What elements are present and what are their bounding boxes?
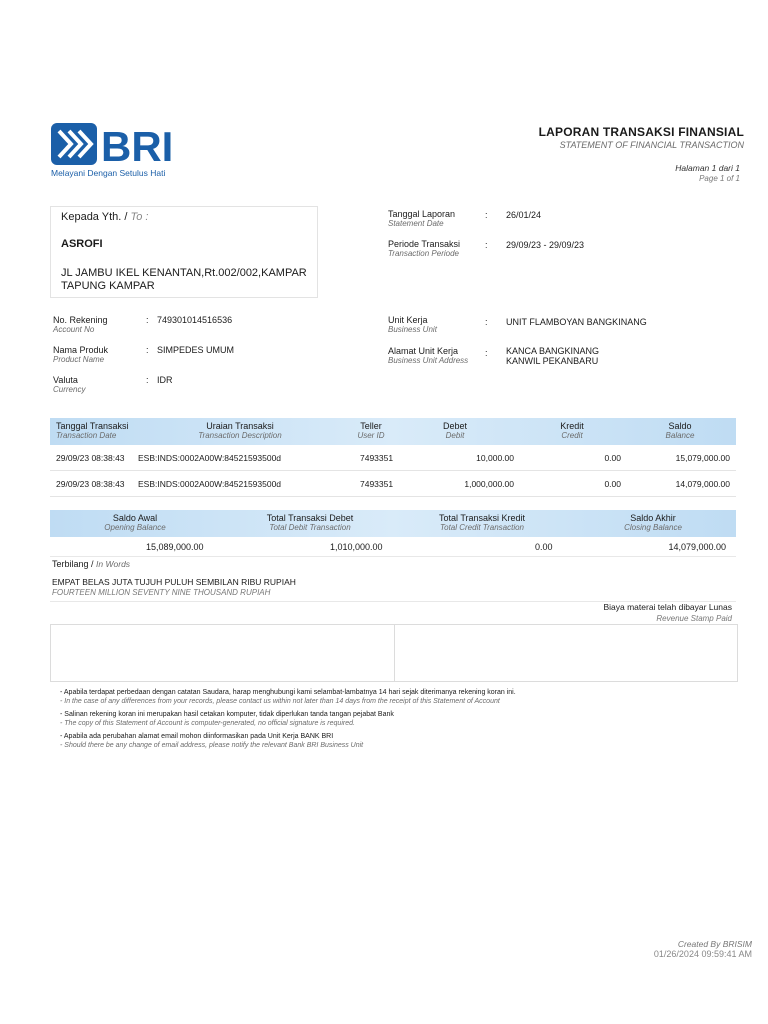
summary-opening-value: 15,089,000.00 [146,542,204,552]
recipient-salutation [61,211,148,223]
footnote [60,688,740,706]
currency-label [53,375,85,395]
summary-header-closing [608,513,698,533]
col-header-balance [655,421,705,441]
statement-date-label [388,209,455,229]
currency-label-en: Currency [53,385,86,394]
summary-total-debit-value: 1,010,000.00 [330,542,383,552]
cell-credit: 0.00 [604,479,621,489]
summary-header-total-credit-id: Total Transaksi Kredit [438,513,526,523]
product-label-id: Nama Produk [53,345,109,355]
business-unit-address-label [388,346,468,366]
account-number-label-en: Account No [53,325,95,334]
col-header-balance-en: Balance [665,431,695,440]
product-label [53,345,108,365]
account-number-label-id: No. Rekening [53,315,108,325]
footnote-text-id: - Apabila terdapat perbedaan dengan catatan Saudara, harap menghubungi kami selambat-lambatnya 14 hari sejak diterimanya rekening koran ini. [60,689,516,696]
created-by: Created By BRISIM [677,939,752,949]
col-header-debit [430,421,480,441]
col-header-teller [346,421,396,441]
summary-table [50,510,736,557]
colon: : [485,348,488,358]
col-header-debit-id: Debet [442,421,468,431]
currency-label-id: Valuta [53,375,78,385]
statement-date-label-id: Tanggal Laporan [388,209,456,219]
business-unit-value: UNIT FLAMBOYAN BANGKINANG [506,317,647,327]
cell-date: 29/09/23 08:38:43 [56,453,125,463]
colon: : [146,345,149,355]
period-label-en: Transaction Periode [388,249,459,258]
cell-description: ESB:INDS:0002A00W:84521593500d [138,479,282,489]
footnote-text-en: - The copy of this Statement of Account is computer-generated, no official signature is required. [60,720,355,727]
in-words-label [52,559,130,569]
col-header-description-id: Uraian Transaksi [206,421,274,431]
summary-header-total-debit-en: Total Debit Transaction [269,523,351,532]
col-header-balance-id: Saldo [668,421,692,431]
col-header-description-en: Transaction Description [198,431,282,440]
summary-header-opening-en: Opening Balance [104,523,166,532]
transaction-table-header [50,418,736,445]
business-unit-address-label-id: Alamat Unit Kerja [388,346,459,356]
salutation-id: Kepada Yth. / [61,211,128,223]
summary-header-closing-en: Closing Balance [624,523,682,532]
summary-header-total-credit [422,513,542,533]
created-timestamp: 01/26/2024 09:59:41 AM [653,949,752,959]
recipient-box [50,206,318,298]
business-unit-label [388,315,437,335]
cell-description: ESB:INDS:0002A00W:84521593500d [138,453,282,463]
business-unit-address-line1: KANCA BANGKINANG [506,346,600,356]
recipient-name: ASROFI [61,238,103,250]
account-number-value: 749301014516536 [157,315,233,325]
footnote [60,732,740,750]
colon: : [146,315,149,325]
currency-value: IDR [157,375,173,385]
stamp-note: Biaya materai telah dibayar Lunas [603,602,732,612]
business-unit-address-line2: KANWIL PEKANBARU [506,356,599,366]
business-unit-label-id: Unit Kerja [388,315,428,325]
summary-header-opening [90,513,180,533]
table-row [50,471,736,497]
colon: : [146,375,149,385]
summary-total-credit-value: 0.00 [535,542,553,552]
business-unit-address-label-en: Business Unit Address [388,356,469,365]
summary-header-total-credit-en: Total Credit Transaction [439,523,525,532]
cell-teller: 7493351 [360,453,394,463]
footnote-text-id: - Apabila ada perubahan alamat email mohon diinformasikan pada Unit Kerja BANK BRI [60,733,334,740]
summary-closing-value: 14,079,000.00 [668,542,726,552]
col-header-date-id: Tanggal Transaksi [56,421,129,431]
cell-balance: 14,079,000.00 [675,479,730,489]
transaction-table [50,418,736,497]
page-number: Halaman 1 dari 1 [675,163,740,173]
summary-table-header [50,510,736,537]
col-header-debit-en: Debit [445,431,465,440]
cell-teller: 7493351 [360,479,394,489]
col-header-teller-id: Teller [360,421,382,431]
col-header-description [170,421,310,441]
summary-row [50,537,736,557]
cell-debit: 10,000.00 [476,453,514,463]
amount-in-words [50,556,736,602]
product-label-en: Product Name [53,355,105,364]
signature-area [50,624,738,682]
colon: : [485,317,488,327]
col-header-credit-id: Kredit [560,421,584,431]
period-label [388,239,460,259]
summary-header-closing-id: Saldo Akhir [630,513,676,523]
summary-header-opening-id: Saldo Awal [112,513,158,523]
document-title: LAPORAN TRANSAKSI FINANSIAL [538,125,744,139]
in-words-label-en: In Words [96,559,131,569]
footnote-text-en: - Should there be any change of email address, please notify the relevant Bank BRI Business Unit [60,742,364,749]
col-header-date [56,421,136,441]
footnote [60,710,740,728]
cell-date: 29/09/23 08:38:43 [56,479,125,489]
table-row [50,445,736,471]
salutation-en: To : [130,211,149,223]
summary-header-total-debit-id: Total Transaksi Debet [266,513,354,523]
statement-date-label-en: Statement Date [388,219,444,228]
statement-date-value: 26/01/24 [506,210,542,220]
bri-logo-icon [51,121,181,167]
in-words-value: EMPAT BELAS JUTA TUJUH PULUH SEMBILAN RIBU RUPIAH [52,577,296,587]
brand-tagline: Melayani Dengan Setulus Hati [51,168,166,178]
period-label-id: Periode Transaksi [388,239,461,249]
footnotes [60,688,740,754]
cell-debit: 1,000,000.00 [464,479,514,489]
logo-wordmark: BRI [101,123,174,167]
period-value: 29/09/23 - 29/09/23 [506,240,585,250]
stamp-note-en: Revenue Stamp Paid [656,614,732,623]
summary-header-total-debit [250,513,370,533]
page-number-en: Page 1 of 1 [699,174,740,183]
col-header-credit [547,421,597,441]
document-subtitle: STATEMENT OF FINANCIAL TRANSACTION [559,140,744,150]
cell-credit: 0.00 [604,453,621,463]
signature-divider [394,625,395,681]
col-header-teller-en: User ID [357,431,385,440]
colon: : [485,240,488,250]
account-number-label [53,315,108,335]
cell-balance: 15,079,000.00 [675,453,730,463]
col-header-date-en: Transaction Date [56,431,117,440]
colon: : [485,210,488,220]
product-value: SIMPEDES UMUM [157,345,235,355]
col-header-credit-en: Credit [561,431,583,440]
business-unit-label-en: Business Unit [388,325,437,334]
recipient-address: JL JAMBU IKEL KENANTAN,Rt.002/002,KAMPAR TAPUNG KAMPAR [61,267,307,292]
footnote-text-id: - Salinan rekening koran ini merupakan hasil cetakan komputer, tidak diperlukan tanda tangan pejabat Bank [60,711,394,718]
footnote-text-en: - In the case of any differences from your records, please contact us within not later than 14 days from the receipt of this Statement of Account [60,698,500,705]
in-words-label-id: Terbilang / [52,559,94,569]
in-words-value-en: FOURTEEN MILLION SEVENTY NINE THOUSAND RUPIAH [52,588,271,597]
